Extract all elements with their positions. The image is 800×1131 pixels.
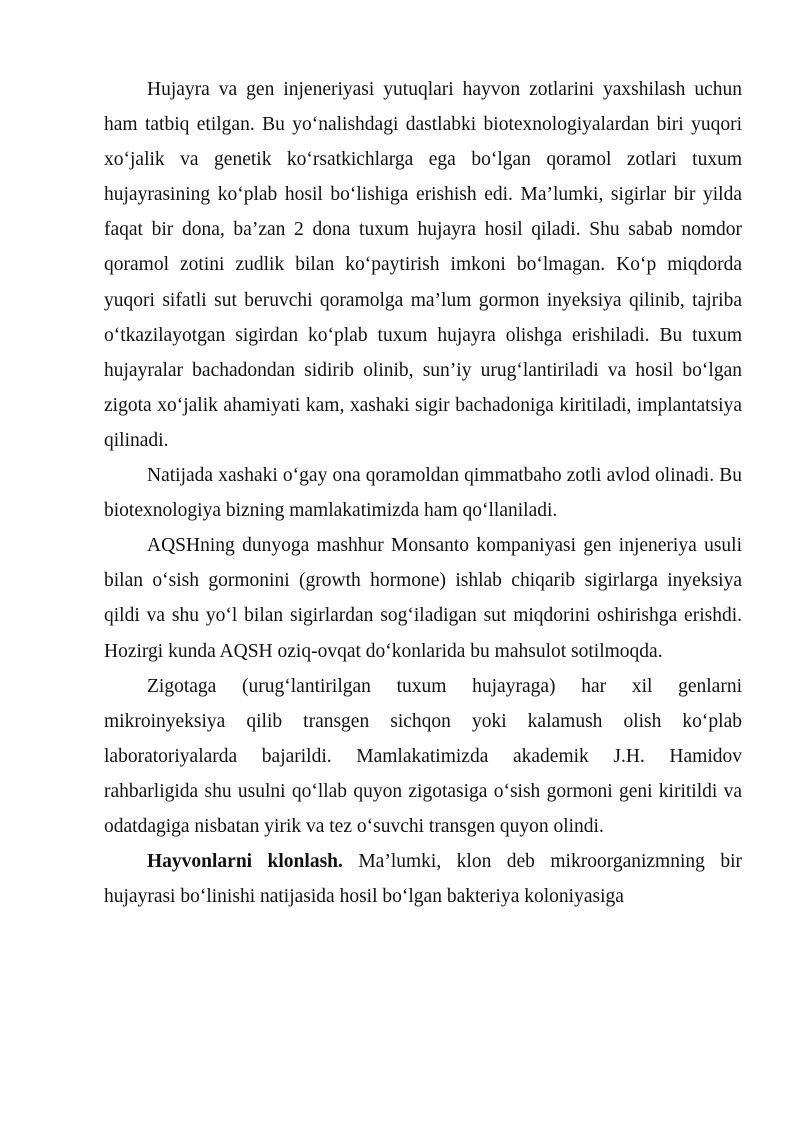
section-heading: Hayvonlarni klonlash. [147,851,343,873]
document-page [104,72,742,914]
paragraph-5 [104,844,742,914]
paragraph-5-text: Ma’lumki, klon deb mikroorganizmning bir hujayrasi bo‘linishi natijasida hosil bo‘lgan bakteriya koloniyasiga [104,851,743,908]
paragraph-2: Natijada xashaki o‘gay ona qoramoldan qimmatbaho zotli avlod olinadi. Bu biotexnologiya bizning mamlakatimizda ham qo‘llaniladi. [104,465,742,522]
paragraph-3: AQSHning dunyoga mashhur Monsanto kompaniyasi gen injeneriya usuli bilan o‘sish gormonini (growth hormone) ishlab chiqarib sigirlarga inyeksiya qildi va shu yo‘l bilan sigirlardan sog‘iladigan sut miqdorini oshirishga erishdi. Hozirgi kunda AQSH oziq-ovqat do‘konlarida bu mahsulot sotilmoqda. [104,535,742,662]
paragraph-4: Zigotaga (urug‘lantirilgan tuxum hujayraga) har xil genlarni mikroinyeksiya qilib transgen sichqon yoki kalamush olish ko‘plab laboratoriyalarda bajarildi. Mamlakatimizda akademik J.H. Hamidov rahbarligida shu usulni qo‘llab quyon zigotasiga o‘sish gormoni geni kiritildi va odatdagiga nisbatan yirik va tez o‘suvchi transgen quyon olindi. [104,675,742,837]
paragraph-1: Hujayra va gen injeneriyasi yutuqlari hayvon zotlarini yaxshilash uchun ham tatbiq etilgan. Bu yo‘nalishdagi dastlabki biotexnologiyalardan biri yuqori xo‘jalik va genetik ko‘rsatkichlarga ega bo‘lgan qoramol zotlari tuxum hujayrasining ko‘plab hosil bo‘lishiga erishish edi. Ma’lumki, sigirlar bir yilda faqat bir dona, ba’zan 2 dona tuxum hujayra hosil qiladi. Shu sabab nomdor qoramol zotini zudlik bilan ko‘paytirish imkoni bo‘lmagan. Ko‘p miqdorda yuqori sifatli sut beruvchi qoramolga ma’lum gormon inyeksiya qilinib, tajriba o‘tkazilayotgan sigirdan ko‘plab tuxum hujayra olishga erishiladi. Bu tuxum hujayralar bachadondan sidirib olinib, sun’iy urug‘lantiriladi va hosil bo‘lgan zigota xo‘jalik ahamiyati kam, xashaki sigir bachadoniga kiritiladi, implantatsiya qilinadi. [104,79,742,451]
